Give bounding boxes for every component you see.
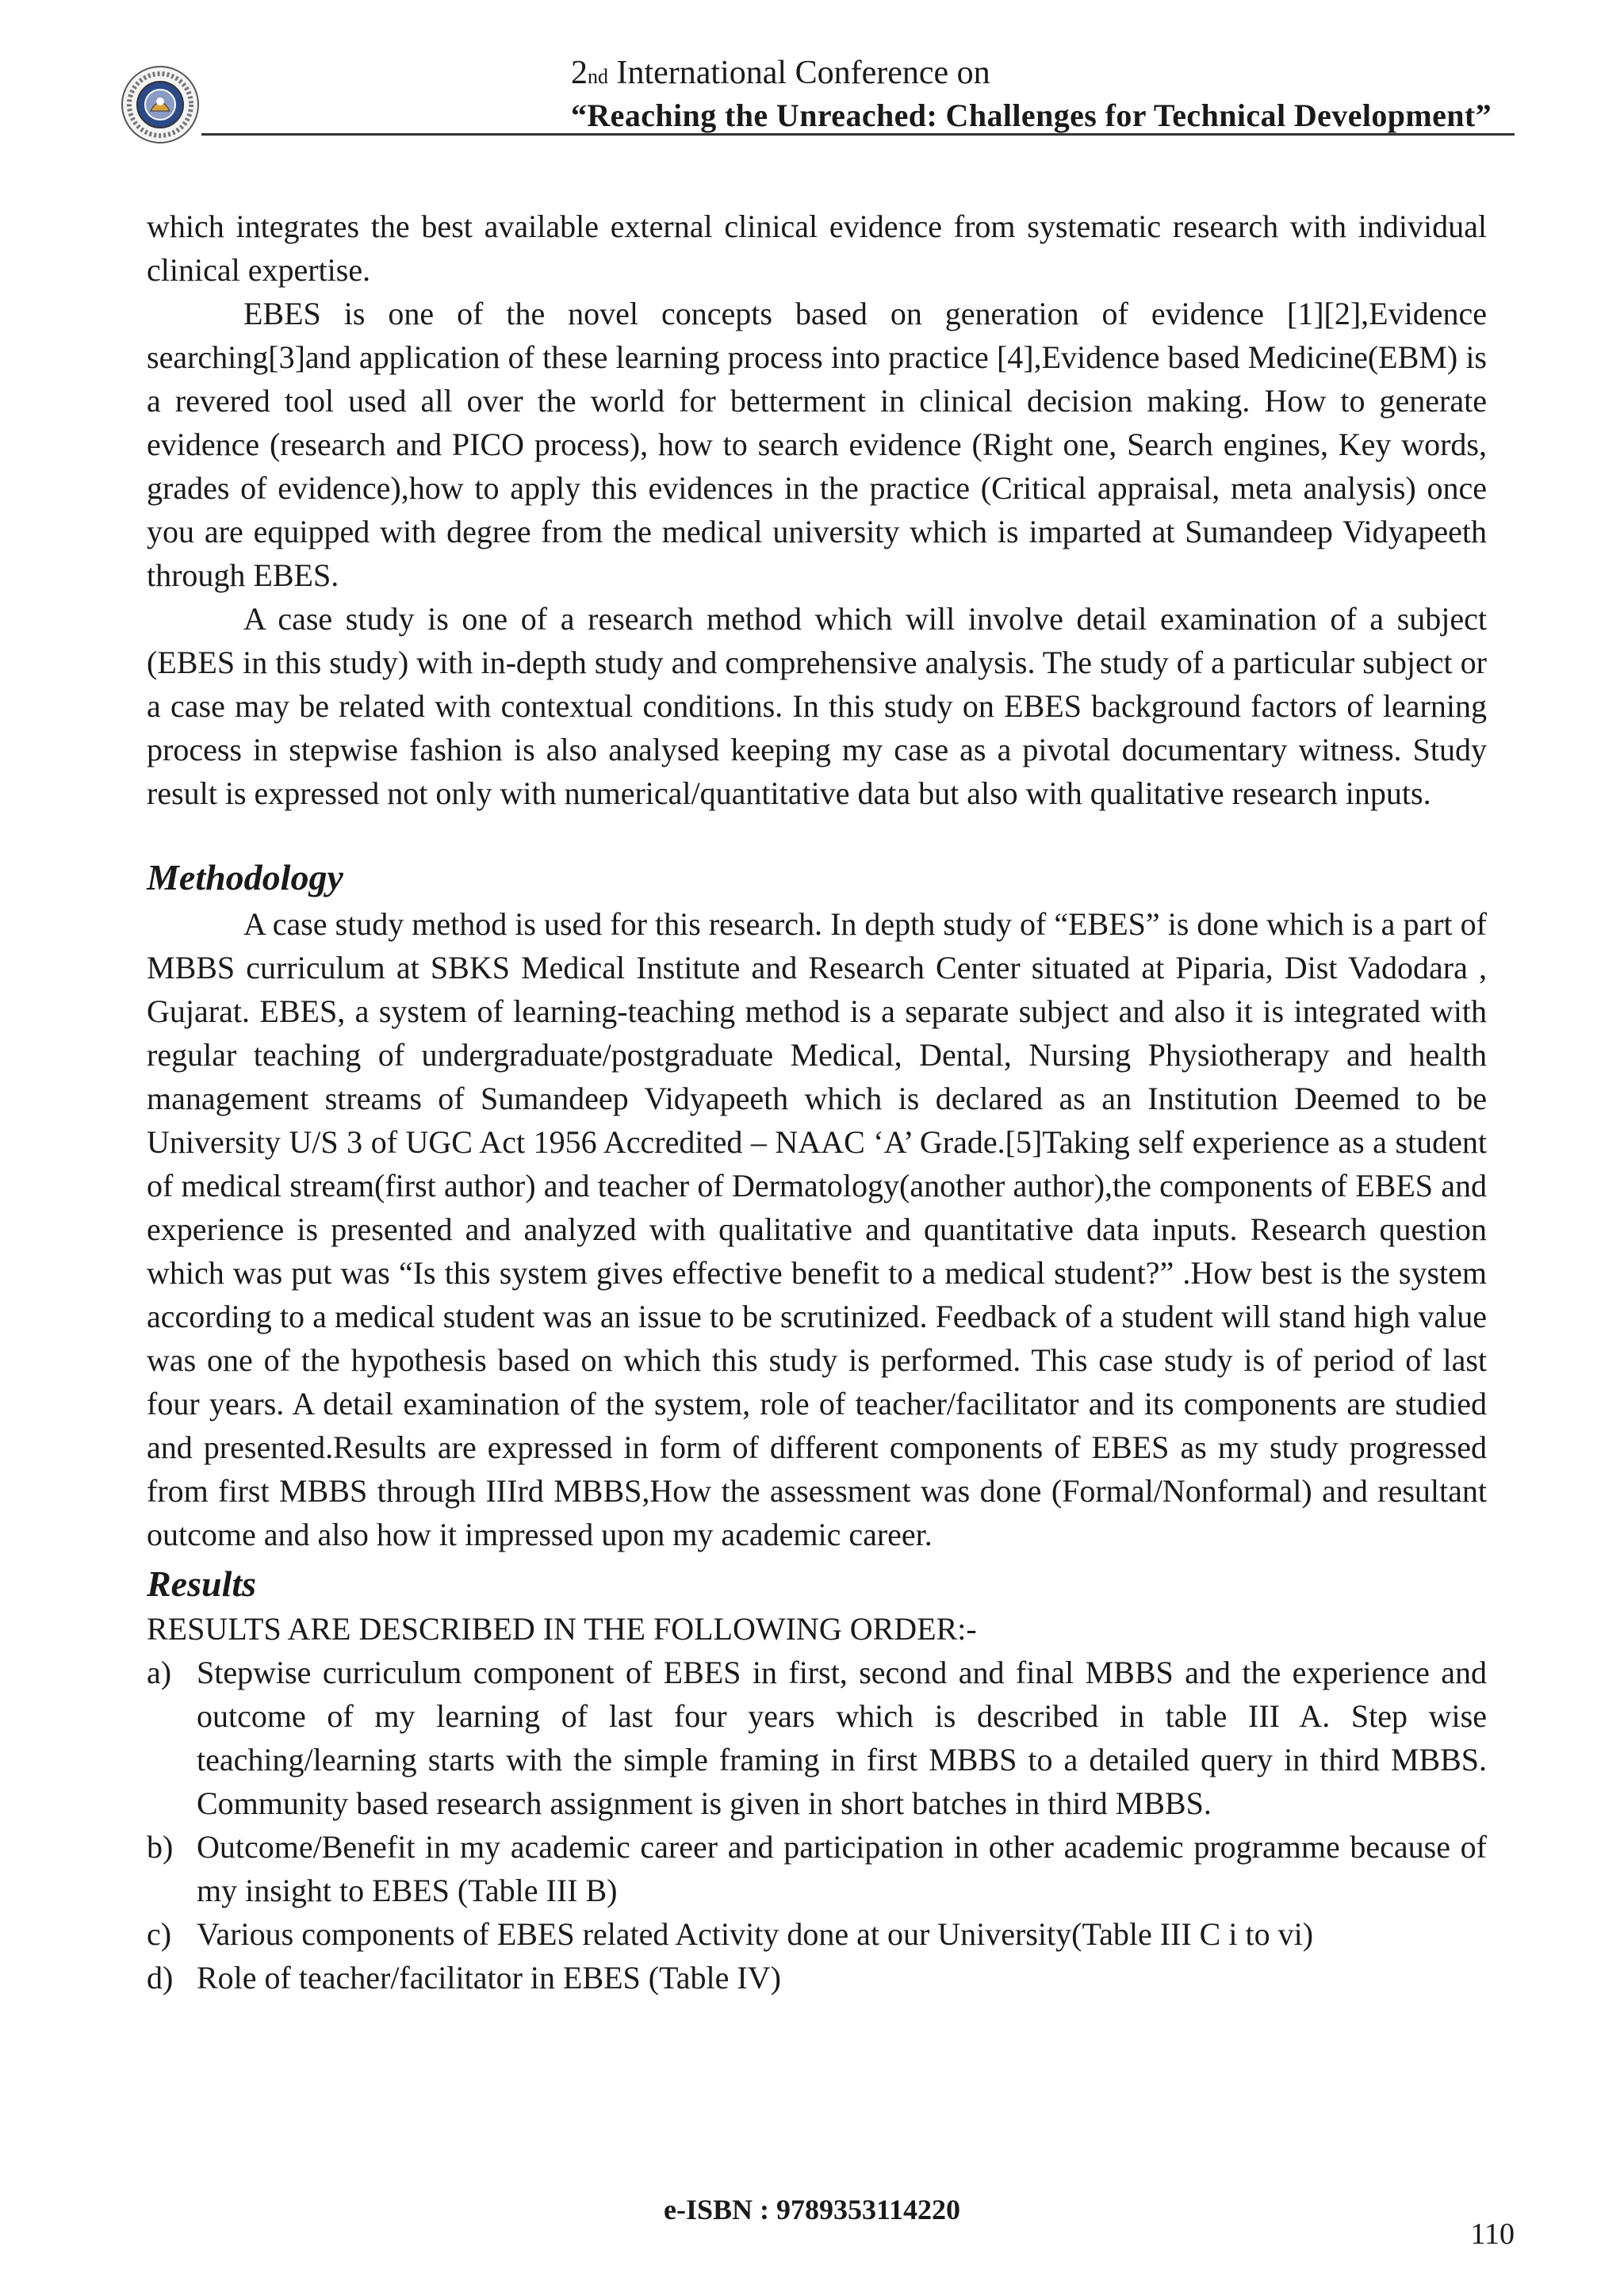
conference-line: 2nd International Conference on: [571, 55, 990, 91]
intro-paragraph-1: which integrates the best available external clinical evidence from systematic research with individual clinical expertise.: [147, 209, 1487, 288]
methodology-heading: Methodology: [147, 857, 343, 897]
list-marker: d): [147, 1960, 174, 1996]
footer-isbn: e-ISBN : 9789353114220: [663, 2194, 960, 2225]
header-text: [571, 54, 1624, 136]
list-marker: c): [147, 1916, 172, 1952]
results-heading: Results: [147, 1563, 257, 1604]
list-marker: b): [147, 1829, 174, 1865]
list-item-text: Stepwise curriculum component of EBES in first, second and final MBBS and the experience and outcome of my learning of last four years which is described in table III A. Step wise teaching/learning starts with the simple framing in first MBBS to a detailed query in third MBBS. Community based research assignment is given in short batches in third MBBS.: [197, 1655, 1487, 1821]
list-item-text: Role of teacher/facilitator in EBES (Table IV): [197, 1960, 781, 1996]
article-body: [147, 205, 1487, 1999]
conference-label: International Conference on: [616, 55, 990, 91]
intro-paragraph-3: A case study is one of a research method which will involve detail examination of a subject (EBES in this study) with in-depth study and comprehensive analysis. The study of a particular subject or a case may be related with contextual conditions. In this study on EBES background factors of learning process in stepwise fashion is also analysed keeping my case as a pivotal documentary witness. Study result is expressed not only with numerical/quantitative data but also with qualitative research inputs.: [147, 601, 1487, 811]
list-item: [147, 1825, 1487, 1912]
edition-suffix: nd: [588, 65, 608, 88]
list-item-text: Outcome/Benefit in my academic career and participation in other academic programme because of my insight to EBES (Table III B): [197, 1829, 1487, 1908]
page-header: [119, 48, 1515, 143]
methodology-paragraph: A case study method is used for this research. In depth study of “EBES” is done which is a part of MBBS curriculum at SBKS Medical Institute and Research Center situated at Piparia, Dist Vadodara , Gujarat. EBES, a system of learning-teaching method is a separate subject and also it is integrated with regular teaching of undergraduate/postgraduate Medical, Dental, Nursing Physiotherapy and health management streams of Sumandeep Vidyapeeth which is declared as an Institution Deemed to be University U/S 3 of UGC Act 1956 Accredited – NAAC ‘A’ Grade.[5]Taking self experience as a student of medical stream(first author) and teacher of Dermatology(another author),the components of EBES and experience is presented and analyzed with qualitative and quantitative data inputs. Research question which was put was “Is this system gives effective benefit to a medical student?” .How best is the system according to a medical student was an issue to be scrutinized. Feedback of a student will stand high value was one of the hypothesis based on which this study is performed. This case study is of period of last four years. A detail examination of the system, role of teacher/facilitator and its components are studied and presented.Results are expressed in form of different components of EBES as my study progressed from first MBBS through IIIrd MBBS,How the assessment was done (Formal/Nonformal) and resultant outcome and also how it impressed upon my academic career.: [147, 906, 1487, 1552]
results-intro: RESULTS ARE DESCRIBED IN THE FOLLOWING ORDER:-: [147, 1611, 977, 1647]
intro-paragraph-2: EBES is one of the novel concepts based on generation of evidence [1][2],Evidence searching[3]and application of these learning process into practice [4],Evidence based Medicine(EBM) is a revered tool used all over the world for betterment in clinical decision making. How to generate evidence (research and PICO process), how to search evidence (Right one, Search engines, Key words, grades of evidence),how to apply this evidences in the practice (Critical appraisal, meta analysis) once you are equipped with degree from the medical university which is imparted at Sumandeep Vidyapeeth through EBES.: [147, 296, 1487, 593]
list-item: [147, 1651, 1487, 1825]
list-item-text: Various components of EBES related Activity done at our University(Table III C i to vi): [197, 1916, 1314, 1952]
list-item: [147, 1956, 1487, 1999]
results-list: [147, 1651, 1487, 1999]
header-divider: [201, 133, 1515, 136]
list-item: [147, 1912, 1487, 1956]
conference-title: “Reaching the Unreached: Challenges for Technical Development”: [571, 98, 1492, 133]
list-marker: a): [147, 1655, 172, 1690]
conference-emblem-icon: [119, 63, 201, 146]
page-number: 110: [1470, 2218, 1515, 2251]
